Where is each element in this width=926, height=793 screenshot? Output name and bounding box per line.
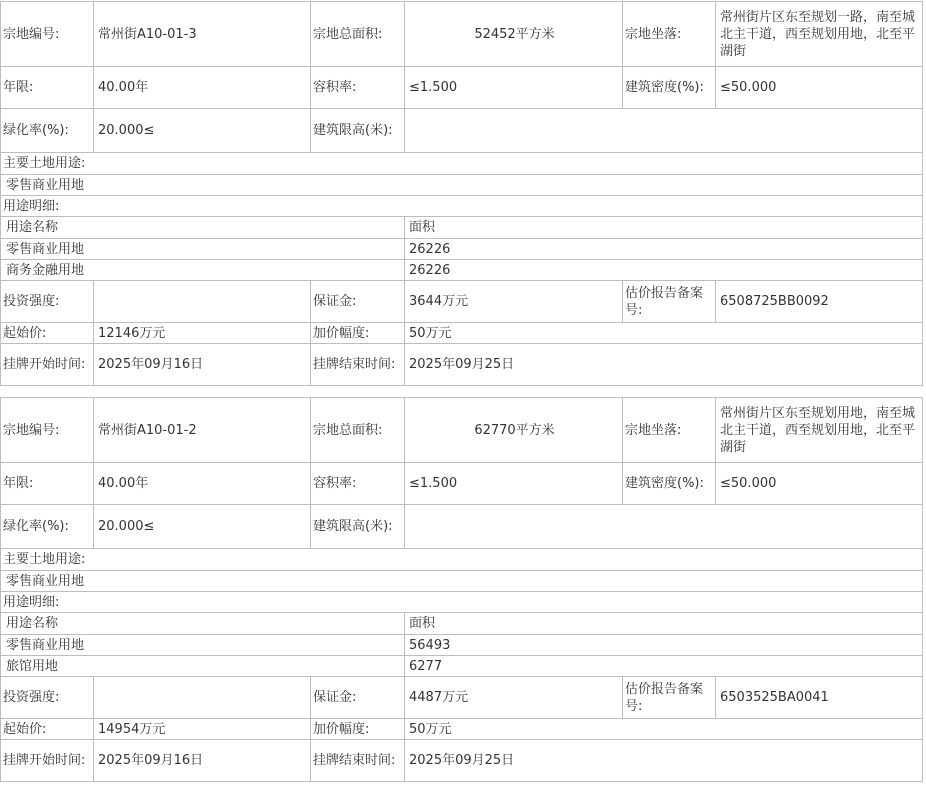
area-value: 52452平方米 bbox=[405, 2, 623, 67]
list-start-value: 2025年09月16日 bbox=[94, 740, 311, 782]
start-price-value: 12146万元 bbox=[94, 323, 311, 344]
far-value: ≤1.500 bbox=[405, 67, 623, 109]
start-price-label: 起始价: bbox=[1, 323, 94, 344]
list-end-label: 挂牌结束时间: bbox=[311, 344, 405, 386]
use-area: 6277 bbox=[405, 656, 923, 677]
appraisal-value: 6503525BA0041 bbox=[716, 677, 923, 719]
density-value: ≤50.000 bbox=[716, 463, 923, 505]
parcel-table bbox=[0, 1, 923, 386]
invest-label: 投资强度: bbox=[1, 281, 94, 323]
use-detail-label: 用途明细: bbox=[1, 196, 923, 217]
term-value: 40.00年 bbox=[94, 463, 311, 505]
use-name: 零售商业用地 bbox=[1, 635, 405, 656]
use-detail-label: 用途明细: bbox=[1, 592, 923, 613]
use-area-header: 面积 bbox=[405, 217, 923, 239]
location-label: 宗地坐落: bbox=[623, 398, 716, 463]
parcel-no-label: 宗地编号: bbox=[1, 398, 94, 463]
use-area: 26226 bbox=[405, 239, 923, 260]
density-label: 建筑密度(%): bbox=[623, 463, 716, 505]
green-value: 20.000≤ bbox=[94, 505, 311, 549]
parcel-no: 常州街A10-01-2 bbox=[94, 398, 311, 463]
area-label: 宗地总面积: bbox=[311, 398, 405, 463]
deposit-label: 保证金: bbox=[311, 677, 405, 719]
far-value: ≤1.500 bbox=[405, 463, 623, 505]
list-end-value: 2025年09月25日 bbox=[405, 740, 923, 782]
list-start-value: 2025年09月16日 bbox=[94, 344, 311, 386]
list-start-label: 挂牌开始时间: bbox=[1, 344, 94, 386]
increment-value: 50万元 bbox=[405, 719, 923, 740]
term-value: 40.00年 bbox=[94, 67, 311, 109]
green-label: 绿化率(%): bbox=[1, 109, 94, 153]
height-value bbox=[405, 505, 923, 549]
use-area-header: 面积 bbox=[405, 613, 923, 635]
height-value bbox=[405, 109, 923, 153]
parcel-no: 常州街A10-01-3 bbox=[94, 2, 311, 67]
use-name-header: 用途名称 bbox=[1, 217, 405, 239]
green-label: 绿化率(%): bbox=[1, 505, 94, 549]
use-name: 旅馆用地 bbox=[1, 656, 405, 677]
appraisal-label: 估价报告备案号: bbox=[623, 677, 716, 719]
far-label: 容积率: bbox=[311, 463, 405, 505]
main-use-value: 零售商业用地 bbox=[1, 571, 923, 592]
green-value: 20.000≤ bbox=[94, 109, 311, 153]
location-value: 常州街片区东至规划一路，南至城北主干道，西至规划用地，北至平湖街 bbox=[716, 2, 923, 67]
invest-value bbox=[94, 281, 311, 323]
term-label: 年限: bbox=[1, 67, 94, 109]
increment-label: 加价幅度: bbox=[311, 323, 405, 344]
start-price-label: 起始价: bbox=[1, 719, 94, 740]
density-label: 建筑密度(%): bbox=[623, 67, 716, 109]
start-price-value: 14954万元 bbox=[94, 719, 311, 740]
deposit-value: 4487万元 bbox=[405, 677, 623, 719]
invest-label: 投资强度: bbox=[1, 677, 94, 719]
area-label: 宗地总面积: bbox=[311, 2, 405, 67]
deposit-value: 3644万元 bbox=[405, 281, 623, 323]
appraisal-value: 6508725BB0092 bbox=[716, 281, 923, 323]
location-value: 常州街片区东至规划用地，南至城北主干道，西至规划用地，北至平湖街 bbox=[716, 398, 923, 463]
invest-value bbox=[94, 677, 311, 719]
use-area: 56493 bbox=[405, 635, 923, 656]
appraisal-label: 估价报告备案号: bbox=[623, 281, 716, 323]
parcel-table bbox=[0, 397, 923, 782]
use-name-header: 用途名称 bbox=[1, 613, 405, 635]
height-label: 建筑限高(米): bbox=[311, 109, 405, 153]
use-area: 26226 bbox=[405, 260, 923, 281]
term-label: 年限: bbox=[1, 463, 94, 505]
main-use-value: 零售商业用地 bbox=[1, 175, 923, 196]
main-use-label: 主要土地用途: bbox=[1, 153, 923, 175]
far-label: 容积率: bbox=[311, 67, 405, 109]
main-use-label: 主要土地用途: bbox=[1, 549, 923, 571]
density-value: ≤50.000 bbox=[716, 67, 923, 109]
area-value: 62770平方米 bbox=[405, 398, 623, 463]
list-end-value: 2025年09月25日 bbox=[405, 344, 923, 386]
parcel-no-label: 宗地编号: bbox=[1, 2, 94, 67]
increment-value: 50万元 bbox=[405, 323, 923, 344]
list-end-label: 挂牌结束时间: bbox=[311, 740, 405, 782]
height-label: 建筑限高(米): bbox=[311, 505, 405, 549]
deposit-label: 保证金: bbox=[311, 281, 405, 323]
increment-label: 加价幅度: bbox=[311, 719, 405, 740]
use-name: 零售商业用地 bbox=[1, 239, 405, 260]
location-label: 宗地坐落: bbox=[623, 2, 716, 67]
use-name: 商务金融用地 bbox=[1, 260, 405, 281]
list-start-label: 挂牌开始时间: bbox=[1, 740, 94, 782]
